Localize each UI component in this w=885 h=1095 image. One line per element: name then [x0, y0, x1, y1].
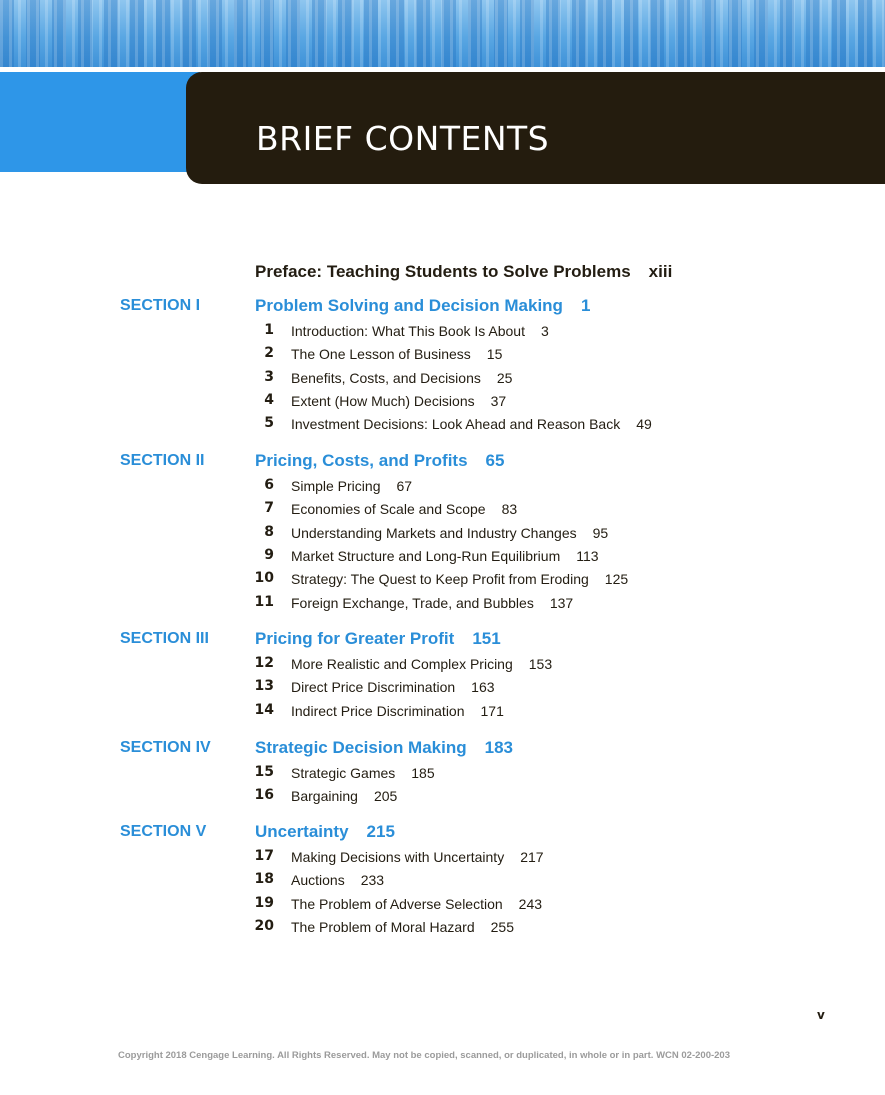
- header-accent-block: [0, 72, 200, 172]
- section-title-text: Pricing, Costs, and Profits: [255, 451, 468, 470]
- section-title-text: Pricing for Greater Profit: [255, 629, 455, 648]
- chapter-entry: [291, 788, 397, 804]
- chapter-entry: [291, 525, 608, 541]
- chapter-page: 25: [496, 369, 513, 386]
- section-title: [255, 822, 395, 842]
- chapter-number: 16: [254, 787, 274, 804]
- chapter-page: 125: [604, 571, 629, 588]
- chapter-entry: [291, 416, 652, 432]
- chapter-entry: [291, 872, 384, 888]
- chapter-title: Economies of Scale and Scope: [291, 501, 486, 518]
- chapter-page: 243: [518, 895, 543, 912]
- chapter-number: 7: [264, 500, 274, 517]
- page-title: BRIEF CONTENTS: [256, 119, 550, 158]
- chapter-title: Benefits, Costs, and Decisions: [291, 369, 481, 386]
- chapter-number: 6: [264, 477, 274, 493]
- chapter-title: Making Decisions with Uncertainty: [291, 849, 505, 865]
- chapter-number: 3: [264, 368, 274, 385]
- chapter-page: 15: [486, 346, 503, 363]
- chapter-title: More Realistic and Complex Pricing: [291, 656, 513, 672]
- chapter-entry: [291, 346, 502, 362]
- chapter-entry: [291, 896, 542, 912]
- section-label: SECTION IV: [120, 739, 211, 756]
- chapter-number: 1: [264, 322, 274, 338]
- chapter-number: 4: [264, 391, 274, 408]
- chapter-entry: [291, 478, 412, 494]
- chapter-page: 37: [490, 392, 507, 409]
- chapter-entry: [291, 765, 435, 781]
- section-title-text: Strategic Decision Making: [255, 738, 467, 757]
- chapter-number: 10: [254, 570, 274, 587]
- chapter-number: 12: [254, 655, 274, 671]
- city-skyline-banner: [0, 0, 885, 67]
- copyright-notice: Copyright 2018 Cengage Learning. All Rights Reserved. May not be copied, scanned, or duplicated, in whole or in part. WCN 02-200-203: [118, 1050, 730, 1061]
- chapter-page: 113: [576, 547, 599, 564]
- chapter-entry: [291, 548, 599, 564]
- chapter-page: 205: [373, 788, 398, 805]
- chapter-entry: [291, 370, 512, 386]
- section-title: [255, 296, 590, 316]
- chapter-title: Foreign Exchange, Trade, and Bubbles: [291, 594, 534, 611]
- chapter-title: Strategy: The Quest to Keep Profit from Eroding: [291, 571, 589, 588]
- chapter-entry: [291, 679, 495, 695]
- chapter-title: Indirect Price Discrimination: [291, 702, 465, 719]
- preface-label: Preface: Teaching Students to Solve Problems: [255, 262, 631, 281]
- chapter-title: Introduction: What This Book Is About: [291, 323, 525, 339]
- chapter-entry: [291, 571, 628, 587]
- chapter-page: 153: [528, 656, 553, 672]
- chapter-entry: [291, 919, 514, 935]
- chapter-number: 9: [264, 546, 274, 563]
- section-page: 183: [484, 738, 513, 757]
- section-page: 215: [366, 822, 395, 841]
- chapter-page: 83: [501, 501, 518, 518]
- chapter-entry: [291, 849, 544, 865]
- chapter-title: Market Structure and Long-Run Equilibrium: [291, 547, 561, 564]
- chapter-title: The One Lesson of Business: [291, 346, 471, 363]
- section-title-text: Problem Solving and Decision Making: [255, 296, 563, 315]
- section-page: 151: [472, 629, 501, 648]
- chapter-title: Understanding Markets and Industry Changes: [291, 524, 577, 541]
- chapter-number: 19: [254, 894, 274, 911]
- section-title-text: Uncertainty: [255, 822, 349, 841]
- chapter-entry: [291, 656, 552, 672]
- chapter-number: 18: [254, 871, 274, 888]
- preface-entry: [255, 262, 672, 282]
- banner-divider: [0, 67, 885, 71]
- chapter-entry: [291, 323, 549, 339]
- section-label: SECTION III: [120, 630, 209, 647]
- chapter-title: Investment Decisions: Look Ahead and Reason Back: [291, 416, 621, 433]
- preface-page: xiii: [648, 262, 673, 281]
- chapter-number: 14: [254, 701, 274, 718]
- chapter-title: Extent (How Much) Decisions: [291, 392, 475, 409]
- chapter-title: Auctions: [291, 872, 345, 889]
- chapter-page: 255: [490, 918, 514, 935]
- chapter-entry: [291, 595, 573, 611]
- page-folio: v: [817, 1008, 825, 1022]
- chapter-entry: [291, 501, 517, 517]
- chapter-number: 8: [264, 523, 274, 540]
- section-label: SECTION I: [120, 297, 201, 314]
- section-title: [255, 451, 504, 471]
- chapter-page: 171: [480, 702, 504, 719]
- section-page: 1: [580, 296, 591, 315]
- chapter-title: The Problem of Adverse Selection: [291, 895, 503, 912]
- chapter-number: 11: [254, 593, 274, 610]
- chapter-title: The Problem of Moral Hazard: [291, 918, 475, 935]
- chapter-title: Simple Pricing: [291, 478, 381, 494]
- chapter-number: 17: [254, 848, 274, 864]
- chapter-page: 185: [411, 765, 435, 781]
- chapter-page: 163: [471, 679, 495, 696]
- section-page: 65: [485, 451, 505, 470]
- chapter-page: 217: [520, 849, 544, 865]
- chapter-number: 5: [264, 415, 274, 432]
- section-title: [255, 738, 513, 758]
- section-label: SECTION V: [120, 823, 207, 840]
- chapter-page: 137: [549, 594, 574, 611]
- chapter-number: 2: [264, 345, 274, 362]
- chapter-page: 67: [396, 478, 413, 494]
- section-title: [255, 629, 501, 649]
- chapter-page: 3: [540, 323, 549, 339]
- chapter-title: Bargaining: [291, 788, 358, 805]
- chapter-page: 233: [360, 872, 385, 889]
- chapter-number: 13: [254, 678, 274, 695]
- chapter-number: 20: [254, 917, 274, 934]
- chapter-page: 95: [592, 524, 609, 541]
- section-label: SECTION II: [120, 452, 205, 469]
- chapter-number: 15: [254, 764, 274, 780]
- chapter-entry: [291, 703, 504, 719]
- chapter-title: Strategic Games: [291, 765, 396, 781]
- chapter-entry: [291, 393, 506, 409]
- chapter-page: 49: [636, 416, 652, 433]
- chapter-title: Direct Price Discrimination: [291, 679, 456, 696]
